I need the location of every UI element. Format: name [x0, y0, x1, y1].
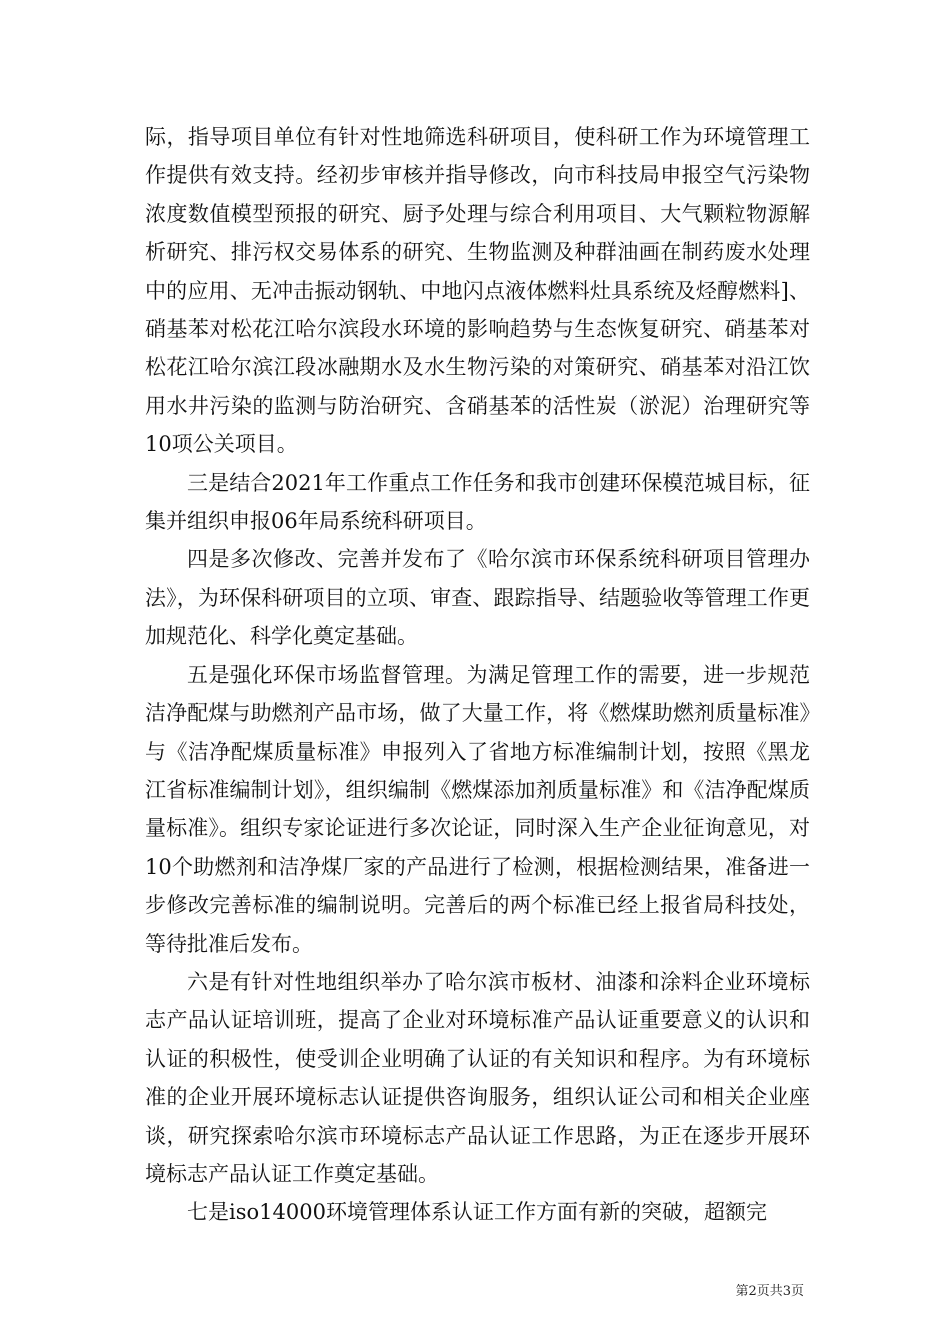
paragraph-item-3: 三是结合2021年工作重点工作任务和我市创建环保模范城目标，征集并组织申报06年局系统科研项目。 — [145, 470, 810, 534]
document-body — [145, 118, 810, 1232]
page-number-footer: 第2页共3页 — [735, 1284, 804, 1299]
paragraph-item-5: 五是强化环保市场监督管理。为满足管理工作的需要，进一步规范洁净配煤与助燃剂产品市场，做了大量工作，将《燃煤助燃剂质量标准》与《洁净配煤质量标准》申报列入了省地方标准编制计划，按照《黑龙江省标准编制计划》，组织编制《燃煤添加剂质量标准》和《洁净配煤质量标准》。组织专家论证进行多次论证，同时深入生产企业征询意见，对10个助燃剂和洁净煤厂家的产品进行了检测，根据检测结果，准备进一步修改完善标准的编制说明。完善后的两个标准已经上报省局科技处，等待批准后发布。 — [145, 662, 810, 956]
paragraph-continuation: 际，指导项目单位有针对性地筛选科研项目，使科研工作为环境管理工作提供有效支持。经初步审核并指导修改，向市科技局申报空气污染物浓度数值模型预报的研究、厨予处理与综合利用项目、大气颗粒物源解析研究、排污权交易体系的研究、生物监测及种群油画在制药废水处理中的应用、无冲击振动钢轨、中地闪点液体燃料灶具系统及烃醇燃料]、硝基苯对松花江哈尔滨段水环境的影响趋势与生态恢复研究、硝基苯对松花江哈尔滨江段冰融期水及水生物污染的对策研究、硝基苯对沿江饮用水井污染的监测与防治研究、含硝基苯的活性炭（淤泥）治理研究等10项公关项目。 — [145, 125, 810, 457]
paragraph-item-4: 四是多次修改、完善并发布了《哈尔滨市环保系统科研项目管理办法》，为环保科研项目的立项、审查、跟踪指导、结题验收等管理工作更加规范化、科学化奠定基础。 — [145, 547, 810, 649]
paragraph-item-6: 六是有针对性地组织举办了哈尔滨市板材、油漆和涂料企业环境标志产品认证培训班，提高了企业对环境标准产品认证重要意义的认识和认证的积极性，使受训企业明确了认证的有关知识和程序。为有环境标准的企业开展环境标志认证提供咨询服务，组织认证公司和相关企业座谈，研究探索哈尔滨市环境标志产品认证工作思路，为正在逐步开展环境标志产品认证工作奠定基础。 — [145, 969, 810, 1186]
paragraph-item-7: 七是iso14000环境管理体系认证工作方面有新的突破，超额完 — [187, 1200, 767, 1225]
